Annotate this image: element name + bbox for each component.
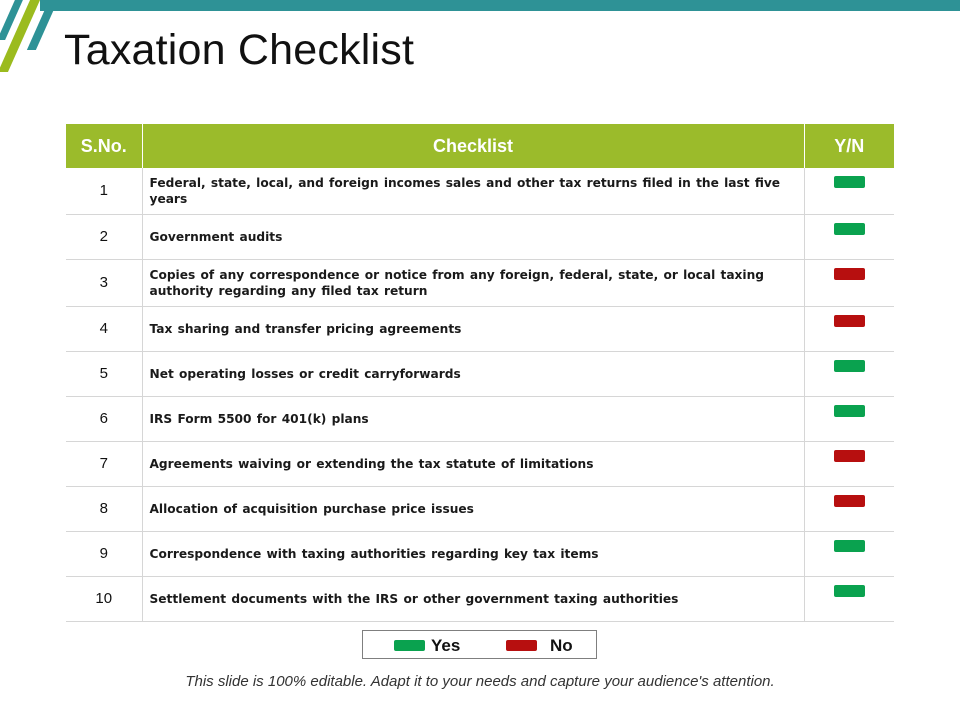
footer-note: This slide is 100% editable. Adapt it to your needs and capture your audience's attention.: [185, 673, 775, 690]
table-row: [66, 396, 894, 441]
legend: [362, 630, 597, 659]
top-accent-bar: [40, 0, 960, 11]
row-checklist-label: Allocation of acquisition purchase price issues: [149, 501, 474, 516]
status-no-indicator: [834, 495, 865, 507]
row-checklist-label: Tax sharing and transfer pricing agreements: [149, 321, 462, 336]
row-checklist-text: [142, 214, 804, 259]
legend-no-label: No: [550, 636, 573, 655]
row-number: 3: [66, 259, 142, 306]
table-row: [66, 576, 894, 621]
table-row: [66, 306, 894, 351]
row-checklist-label: IRS Form 5500 for 401(k) plans: [149, 411, 369, 426]
row-status-cell: [804, 168, 894, 214]
row-number: 2: [66, 214, 142, 259]
table-row: [66, 214, 894, 259]
row-checklist-label: Correspondence with taxing authorities regarding key tax items: [149, 546, 599, 561]
status-yes-indicator: [834, 223, 865, 235]
row-status-cell: [804, 306, 894, 351]
legend-yes-swatch: [394, 640, 425, 651]
row-status-cell: [804, 259, 894, 306]
row-number: 9: [66, 531, 142, 576]
legend-yes-label: Yes: [431, 636, 461, 655]
row-number: 1: [66, 168, 142, 214]
row-checklist-label: Government audits: [149, 229, 283, 244]
status-yes-indicator: [834, 176, 865, 188]
row-checklist-text: [142, 576, 804, 621]
table-row: [66, 531, 894, 576]
status-no-indicator: [834, 315, 865, 327]
row-status-cell: [804, 214, 894, 259]
row-checklist-text: [142, 441, 804, 486]
table-row: [66, 441, 894, 486]
header-checklist: Checklist: [142, 124, 804, 168]
row-status-cell: [804, 486, 894, 531]
row-checklist-label: Net operating losses or credit carryforwards: [149, 366, 461, 381]
table-header-row: [66, 124, 894, 168]
status-yes-indicator: [834, 405, 865, 417]
row-checklist-label: Settlement documents with the IRS or other government taxing authorities: [149, 591, 679, 606]
row-checklist-text: [142, 259, 804, 306]
status-no-indicator: [834, 450, 865, 462]
row-number: 7: [66, 441, 142, 486]
row-checklist-text: [142, 531, 804, 576]
table-row: [66, 486, 894, 531]
page-title: Taxation Checklist: [64, 26, 415, 74]
row-checklist-text: [142, 396, 804, 441]
row-checklist-label: Agreements waiving or extending the tax statute of limitations: [149, 456, 594, 471]
table-row: [66, 168, 894, 214]
row-checklist-text: [142, 351, 804, 396]
row-status-cell: [804, 531, 894, 576]
row-checklist-text: [142, 306, 804, 351]
header-yn: Y/N: [804, 124, 894, 168]
legend-no-swatch: [506, 640, 537, 651]
status-yes-indicator: [834, 540, 865, 552]
table-row: [66, 351, 894, 396]
row-number: 6: [66, 396, 142, 441]
table-row: [66, 259, 894, 306]
row-number: 4: [66, 306, 142, 351]
row-checklist-label: Copies of any correspondence or notice from any foreign, federal, state, or local taxing authority regarding any filed tax return: [149, 267, 764, 298]
row-checklist-label: Federal, state, local, and foreign incomes sales and other tax returns filed in the last five years: [149, 175, 781, 206]
row-number: 8: [66, 486, 142, 531]
checklist-table: [66, 124, 894, 622]
row-number: 5: [66, 351, 142, 396]
header-sno: S.No.: [66, 124, 142, 168]
status-yes-indicator: [834, 585, 865, 597]
status-no-indicator: [834, 268, 865, 280]
row-status-cell: [804, 396, 894, 441]
row-number: 10: [66, 576, 142, 621]
row-checklist-text: [142, 168, 804, 214]
row-checklist-text: [142, 486, 804, 531]
row-status-cell: [804, 441, 894, 486]
status-yes-indicator: [834, 360, 865, 372]
row-status-cell: [804, 351, 894, 396]
row-status-cell: [804, 576, 894, 621]
